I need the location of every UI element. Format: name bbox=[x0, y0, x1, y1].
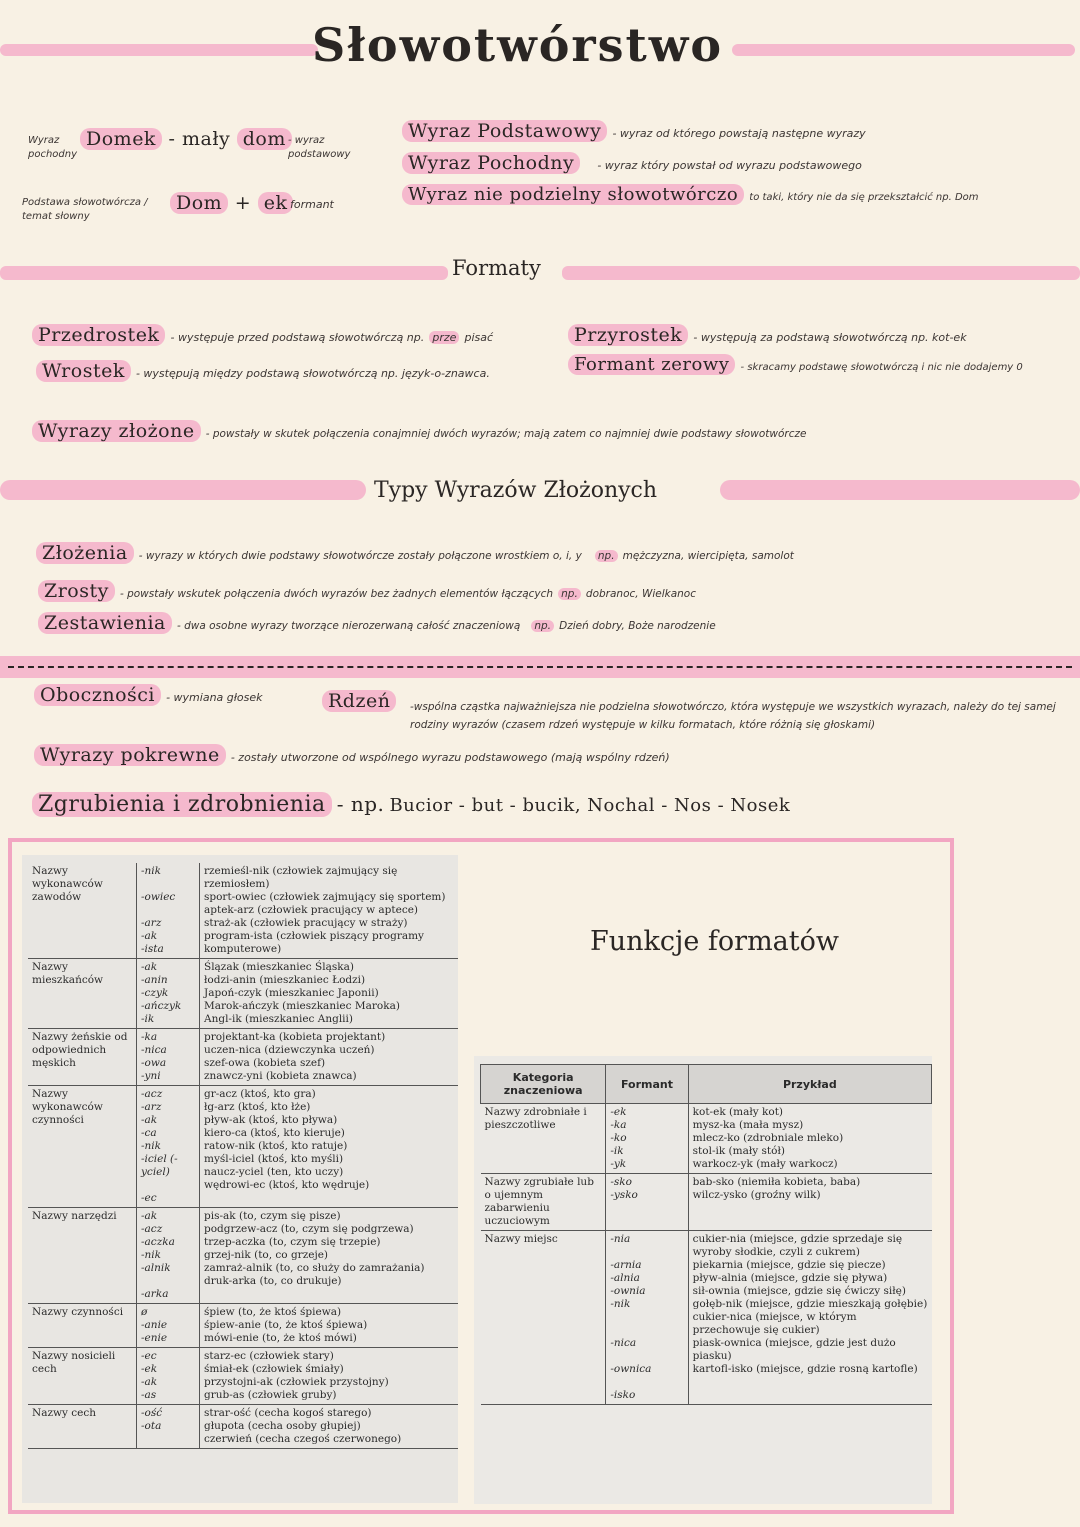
zgrubienia-term: Zgrubienia i zdrobnienia bbox=[32, 792, 332, 817]
example-derivation bbox=[80, 128, 292, 150]
formant-cell: -ak -acz -aczka -nik -alnik -arka bbox=[137, 1208, 200, 1304]
obocznosci-term: Oboczności bbox=[34, 684, 161, 706]
rdzen-term-wrap bbox=[322, 690, 396, 712]
table-row bbox=[481, 1231, 932, 1405]
przyrostek-term: Przyrostek bbox=[568, 324, 688, 346]
page-title: Słowotwórstwo bbox=[312, 18, 724, 72]
typy-item-0 bbox=[36, 542, 794, 564]
table-row bbox=[28, 1086, 458, 1208]
category-cell: Nazwy nosicieli cech bbox=[28, 1348, 137, 1405]
plus-sign: + bbox=[234, 192, 252, 214]
typy-def: - dwa osobne wyrazy tworzące nierozerwaną całość znaczeniową bbox=[176, 620, 521, 632]
def-term: Wyraz nie podzielny słowotwórczo bbox=[402, 184, 744, 205]
formant-example bbox=[170, 192, 293, 214]
def-text: to taki, który nie da się przekształcić np. Dom bbox=[749, 192, 979, 203]
table-row bbox=[28, 1029, 458, 1086]
def-row-0 bbox=[402, 120, 866, 142]
wyraz-pochodny-label: Wyraz pochodny bbox=[28, 135, 78, 160]
pokrewne-row bbox=[34, 744, 670, 766]
zerowy-row bbox=[568, 354, 1023, 375]
formanty-heading: Formaty bbox=[452, 256, 541, 280]
formant-cell: -nia -arnia -alnia -ownia -nik -nica -ownica -isko bbox=[606, 1231, 688, 1405]
zerowy-term: Formant zerowy bbox=[568, 354, 735, 375]
example-cell: rzemieśl-nik (człowiek zajmujący się rzemiosłem) sport-owiec (człowiek zajmujący się sportem) aptek-arz (człowiek pracujący w aptece) straż-ak (człowiek pracujący w straży) program-ista (człowiek piszący programy komputerowe) bbox=[200, 863, 459, 959]
maly-dom-text: mały dom bbox=[182, 128, 292, 150]
table-row bbox=[28, 1304, 458, 1348]
obocznosci-def: - wymiana głosek bbox=[166, 691, 263, 704]
podstawa-label: Podstawa słowotwórcza / temat słowny bbox=[22, 197, 148, 222]
pokrewne-def: - zostały utworzone od wspólnego wyrazu podstawowego (mają wspólny rdzeń) bbox=[230, 751, 670, 764]
typy-def: - wyrazy w których dwie podstawy słowotwórcze zostały połączone wrostkiem o, i, y bbox=[138, 550, 582, 562]
def-term: Wyraz Podstawowy bbox=[402, 120, 607, 142]
typy-rule-left bbox=[0, 480, 366, 500]
typy-item-1 bbox=[38, 580, 696, 602]
formant-table-2 bbox=[480, 1064, 932, 1405]
table-photo-left bbox=[22, 855, 458, 1503]
typy-ex: Dzień dobry, Boże narodzenie bbox=[559, 620, 716, 632]
typy-term: Zestawienia bbox=[38, 612, 172, 634]
zlozone-term: Wyrazy złożone bbox=[32, 420, 201, 442]
category-cell: Nazwy miejsc bbox=[481, 1231, 606, 1405]
formant-label: formant bbox=[290, 198, 334, 211]
example-cell: gr-acz (ktoś, kto gra) łg-arz (ktoś, kto łże) pływ-ak (ktoś, kto pływa) kiero-ca (ktoś, kto kieruje) ratow-nik (ktoś, kto ratuje) myśl-iciel (ktoś, kto myśli) naucz-yciel (ten, kto uczy) wędrowi-ec (ktoś, kto wędruje) bbox=[200, 1086, 459, 1208]
category-cell: Nazwy zgrubiałe lub o ujemnym zabarwieniu uczuciowym bbox=[481, 1174, 606, 1231]
typy-def: - powstały wskutek połączenia dwóch wyrazów bez żadnych elementów łączących bbox=[119, 588, 554, 600]
category-cell: Nazwy zdrobniałe i pieszczotliwe bbox=[481, 1104, 606, 1174]
def-term: Wyraz Pochodny bbox=[402, 152, 580, 174]
example-cell: Ślązak (mieszkaniec Śląska) łodzi-anin (mieszkaniec Łodzi) Japoń-czyk (mieszkaniec Japonii) Marok-ańczyk (mieszkaniec Maroka) Angl-ik (mieszkaniec Anglii) bbox=[200, 959, 459, 1029]
col-header: Formant bbox=[606, 1065, 688, 1104]
zerowy-def: - skracamy podstawę słowotwórczą i nic nie dodajemy 0 bbox=[740, 362, 1023, 373]
category-cell: Nazwy mieszkańców bbox=[28, 959, 137, 1029]
table-photo-right bbox=[474, 1056, 932, 1504]
example-cell: pis-ak (to, czym się pisze) podgrzew-acz (to, czym się podgrzewa) trzep-aczka (to, czym się trzepie) grzej-nik (to, co grzeje) zamraż-alnik (to, co służy do zamrażania) druk-arka (to, co drukuje) bbox=[200, 1208, 459, 1304]
przedrostek-ex: pisać bbox=[464, 331, 494, 344]
category-cell: Nazwy cech bbox=[28, 1405, 137, 1449]
zlozone-row bbox=[32, 420, 806, 442]
rdzen-term: Rdzeń bbox=[322, 690, 396, 712]
example-cell: śpiew (to, że ktoś śpiewa) śpiew-anie (to, że ktoś śpiewa) mówi-enie (to, że ktoś mówi) bbox=[200, 1304, 459, 1348]
przedrostek-row bbox=[32, 324, 493, 346]
przedrostek-term: Przedrostek bbox=[32, 324, 165, 346]
przedrostek-def: - występuje przed podstawą słowotwórczą np. bbox=[170, 331, 425, 344]
example-cell: cukier-nia (miejsce, gdzie sprzedaje się wyroby słodkie, czyli z cukrem) piekarnia (miejsce, gdzie się piecze) pływ-alnia (miejsce, gdzie się pływa) sił-ownia (miejsce, gdzie się ćwiczy siłę) gołęb-nik (miejsce, gdzie mieszkają gołębie) cukier-nica (miejsce, w którym przechowuje się cukier) piask-ownica (miejsce, gdzie jest dużo piasku) kartofl-isko (miejsce, gdzie rosną kartofle) bbox=[688, 1231, 931, 1405]
zgrubienia-np: - np. bbox=[336, 792, 385, 816]
table-row bbox=[28, 1208, 458, 1304]
pokrewne-term: Wyrazy pokrewne bbox=[34, 744, 226, 766]
formant-cell: -acz -arz -ak -ca -nik -iciel (-yciel) -ec bbox=[137, 1086, 200, 1208]
typy-term: Złożenia bbox=[36, 542, 134, 564]
table-row bbox=[481, 1174, 932, 1231]
example-cell: bab-sko (niemiła kobieta, baba) wilcz-ysko (groźny wilk) bbox=[688, 1174, 931, 1231]
dashed-separator bbox=[0, 656, 1080, 678]
def-text: - wyraz od którego powstają następne wyrazy bbox=[612, 127, 866, 140]
example-cell: starz-ec (człowiek stary) śmiał-ek (człowiek śmiały) przystojni-ak (człowiek przystojny) grub-as (człowiek gruby) bbox=[200, 1348, 459, 1405]
category-cell: Nazwy czynności bbox=[28, 1304, 137, 1348]
domek-word: Domek bbox=[80, 128, 162, 150]
przyrostek-row bbox=[568, 324, 967, 346]
category-cell: Nazwy wykonawców czynności bbox=[28, 1086, 137, 1208]
wrostek-row bbox=[36, 360, 490, 382]
typy-ex: mężczyzna, wiercipięta, samolot bbox=[622, 550, 794, 562]
rdzen-def: -wspólna cząstka najważniejsza nie podzielna słowotwórczo, która występuje we wszystkich wyrazach, należy do tej samej rodziny wyrazów (czasem rdzeń występuje w kilku formatach, które różnią się głoskami) bbox=[410, 701, 1056, 731]
typy-np: np. bbox=[595, 550, 618, 562]
example-cell: projektant-ka (kobieta projektant) uczen-nica (dziewczynka uczeń) szef-owa (kobieta szef) znawcz-yni (kobieta znawca) bbox=[200, 1029, 459, 1086]
formanty-rule-left bbox=[0, 266, 448, 280]
col-header: Przykład bbox=[688, 1065, 931, 1104]
typy-term: Zrosty bbox=[38, 580, 115, 602]
title-rule-right bbox=[732, 44, 1075, 56]
zgrubienia-row bbox=[32, 792, 790, 817]
przedrostek-ex-hl: prze bbox=[429, 331, 459, 344]
dash: - bbox=[168, 128, 176, 150]
formant-cell: -ość -ota bbox=[137, 1405, 200, 1449]
zlozone-def: - powstały w skutek połączenia conajmniej dwóch wyrazów; mają zatem co najmniej dwie podstawy słowotwórcze bbox=[205, 428, 807, 440]
table-row bbox=[28, 1405, 458, 1449]
col-header: Kategoria znaczeniowa bbox=[481, 1065, 606, 1104]
title-rule-left bbox=[0, 44, 318, 56]
table-row bbox=[28, 959, 458, 1029]
category-cell: Nazwy narzędzi bbox=[28, 1208, 137, 1304]
wrostek-term: Wrostek bbox=[36, 360, 131, 382]
ek-formant: ek bbox=[258, 192, 294, 214]
formant-cell: -nik -owiec -arz -ak -ista bbox=[137, 863, 200, 959]
def-row-2 bbox=[402, 184, 1072, 205]
obocznosci-row bbox=[34, 684, 263, 706]
funkcje-heading: Funkcje formatów bbox=[590, 926, 839, 957]
example-cell: kot-ek (mały kot) mysz-ka (mała mysz) mlecz-ko (zdrobniale mleko) stol-ik (mały stół) warkocz-yk (mały warkocz) bbox=[688, 1104, 931, 1174]
table-row bbox=[28, 863, 458, 959]
przyrostek-def: - występują za podstawą słowotwórczą np. kot-ek bbox=[693, 331, 967, 344]
formant-cell: ø -anie -enie bbox=[137, 1304, 200, 1348]
table-row bbox=[481, 1104, 932, 1174]
typy-item-2 bbox=[38, 612, 716, 634]
typy-np: np. bbox=[531, 620, 554, 632]
typy-rule-right bbox=[720, 480, 1080, 500]
dom-word: dom bbox=[237, 128, 292, 150]
example-cell: strar-ość (cecha kogoś starego) głupota (cecha osoby głupiej) czerwień (cecha czegoś czerwonego) bbox=[200, 1405, 459, 1449]
formanty-rule-right bbox=[562, 266, 1080, 280]
dom-base: Dom bbox=[170, 192, 228, 214]
wyraz-podstawowy-label: - wyraz podstawowy bbox=[288, 135, 351, 160]
formant-cell: -ek -ka -ko -ik -yk bbox=[606, 1104, 688, 1174]
formant-cell: -ka -nica -owa -yni bbox=[137, 1029, 200, 1086]
formant-table-1 bbox=[28, 863, 458, 1449]
formant-cell: -ak -anin -czyk -ańczyk -ik bbox=[137, 959, 200, 1029]
zgrubienia-ex: Bucior - but - bucik, Nochal - Nos - Nosek bbox=[389, 795, 791, 816]
category-cell: Nazwy wykonawców zawodów bbox=[28, 863, 137, 959]
table-row bbox=[28, 1348, 458, 1405]
typy-heading: Typy Wyrazów Złożonych bbox=[374, 478, 658, 503]
formant-cell: -ec -ek -ak -as bbox=[137, 1348, 200, 1405]
category-cell: Nazwy żeńskie od odpowiednich męskich bbox=[28, 1029, 137, 1086]
typy-ex: dobranoc, Wielkanoc bbox=[585, 588, 696, 600]
def-text: - wyraz który powstał od wyrazu podstawowego bbox=[597, 159, 862, 172]
def-row-1 bbox=[402, 152, 862, 174]
formant-cell: -sko -ysko bbox=[606, 1174, 688, 1231]
typy-np: np. bbox=[558, 588, 581, 600]
wrostek-def: - występują między podstawą słowotwórczą np. język-o-znawca. bbox=[135, 367, 490, 380]
